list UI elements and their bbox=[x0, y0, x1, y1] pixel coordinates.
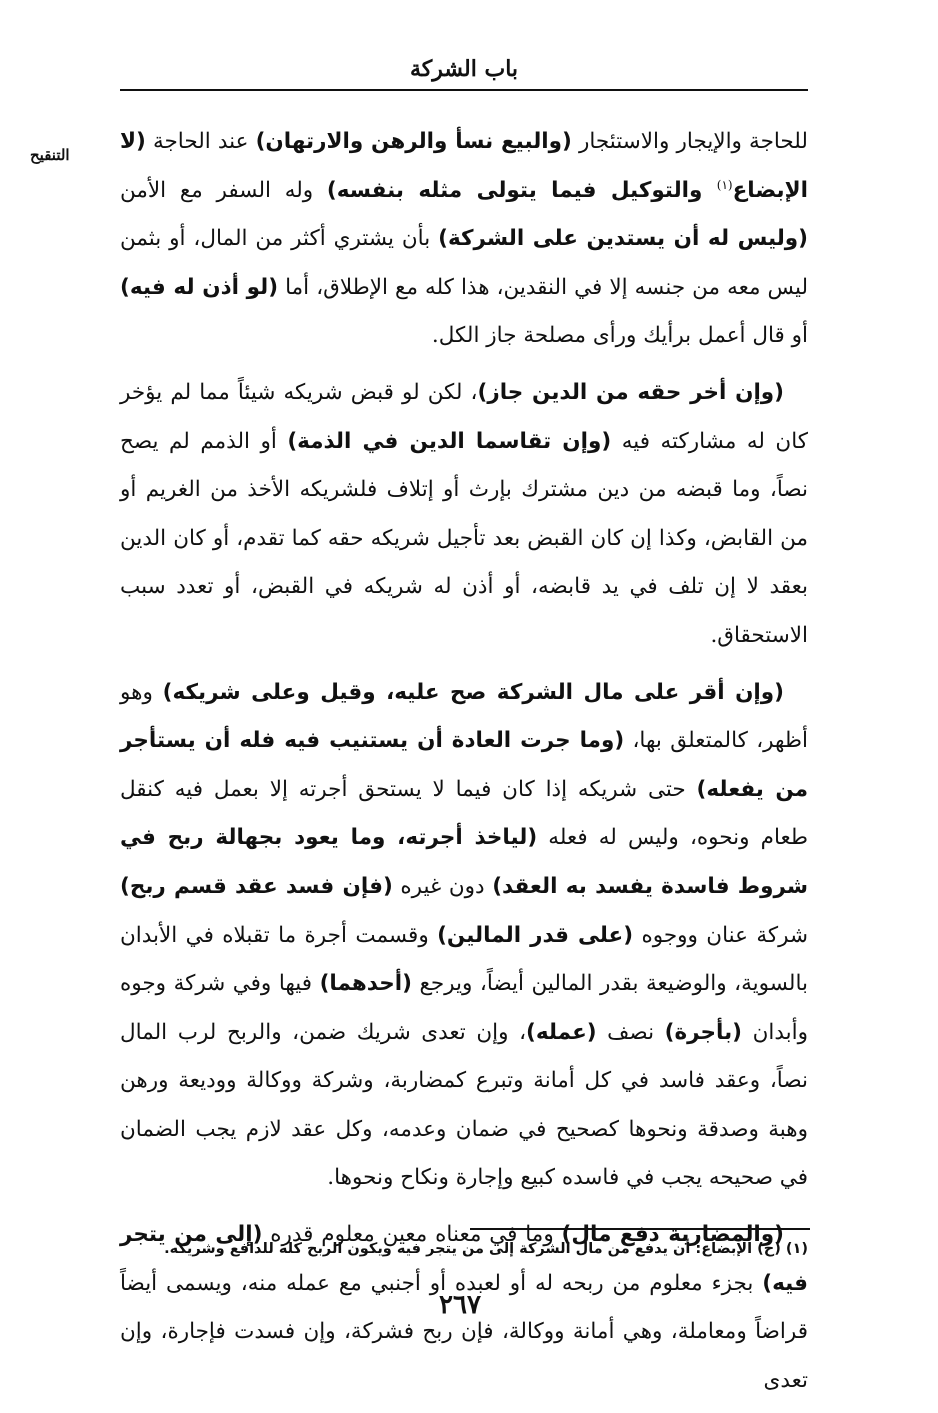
matn-text: (لياخذ أجرته، وما يعود بجهالة ربح في شروط فاسدة يفسد به العقد) bbox=[120, 825, 809, 899]
commentary-text: ، لكن لو قبض شريكه شيئاً مما لم يؤخر كان له مشاركته فيه bbox=[120, 379, 808, 454]
commentary-text: دون غيره bbox=[392, 873, 493, 899]
footnote-marker: (١) bbox=[716, 177, 733, 192]
commentary-text: أو قال أعمل برأيك ورأى مصلحة جاز الكل. bbox=[431, 323, 808, 349]
matn-text: (لا الإبضاع bbox=[120, 129, 808, 203]
footnote-rule bbox=[470, 1228, 810, 1230]
matn-text: (لو أذن له فيه) bbox=[120, 274, 279, 300]
footnote: (١) (ح) الإبضاع: أن يدفع من مال الشركة إلى من يتجر فيه ويكون الربح كله للدافع وشريكه. bbox=[164, 1241, 808, 1257]
matn-text: (عمله) bbox=[526, 1019, 597, 1045]
commentary-text: أو الذمم لم يصح نصاً، وما قبضه من دين مشترك بإرث أو إتلاف فلشريكه الأخذ من الغريم أو من القابض، وكذا إن كان القبض بعد تأجيل شريكه حقه كما تقدم، أو كان الدين بعقد لا إن تلف في يد قابضه، أو أذن له شريكه في القبض، أو تعدد سبب الاستحقاق. bbox=[120, 428, 808, 648]
matn-text: (وإن أخر حقه من الدين جاز) bbox=[477, 379, 784, 405]
matn-text: (والبيع نسأ والرهن والارتهان) bbox=[255, 129, 572, 154]
paragraph-1 bbox=[120, 118, 808, 361]
matn-text: (وإن أقر على مال الشركة صح عليه، وقيل وعلى شريكه) bbox=[162, 679, 784, 705]
commentary-text: وما في معناه معين معلوم قدره bbox=[262, 1222, 562, 1248]
paragraph-3 bbox=[120, 669, 808, 1204]
commentary-text: وله السفر مع الأمن bbox=[120, 177, 327, 203]
header-rule bbox=[120, 89, 808, 91]
commentary-text: عند الحاجة bbox=[145, 129, 256, 154]
commentary-text: وقسمت أجرة ما تقبلاه في الأبدان بالسوية، والوضيعة بقدر المالين أيضاً، ويرجع bbox=[120, 922, 809, 997]
commentary-text: شركة عنان ووجوه bbox=[633, 922, 808, 948]
matn-text: (إلى من يتجر فيه) bbox=[120, 1222, 808, 1296]
commentary-text: حتى شريكه إذا كان فيما لا يستحق أجرته إلا بعمل فيه كنقل طعام ونحوه، وليس له فعله bbox=[120, 776, 808, 851]
matn-text: والتوكيل فيما يتولى مثله بنفسه) bbox=[326, 177, 717, 203]
margin-note: التنقيح bbox=[30, 146, 70, 164]
matn-text: (على قدر المالين) bbox=[437, 922, 634, 948]
commentary-text: بجزء معلوم من ربحه له أو لعبده أو أجنبي مع عمله منه، ويسمى أيضاً قراضاً ومعاملة، وهي أمانة ووكالة، فإن ربح فشركة، وإن فسدت فإجارة، وإن تعدى bbox=[120, 1270, 808, 1393]
commentary-text: ، وإن تعدى شريك ضمن، والربح لرب المال نصاً، وعقد فاسد في كل أمانة وتبرع كمضاربة، وشركة ووكالة ووديعة ورهن وهبة وصدقة ونحوها كصحيح في ضمان وعدمه، وكل عقد لازم يجب الضمان في صحيحه يجب في فاسده كبيع وإجارة ونكاح ونحوها. bbox=[120, 1019, 808, 1191]
paragraph-2 bbox=[120, 369, 808, 661]
main-text bbox=[120, 118, 808, 1413]
matn-text: (وما جرت العادة أن يستنيب فيه فله أن يستأجر من يفعله) bbox=[120, 728, 809, 802]
running-header: باب الشركة bbox=[409, 56, 519, 82]
commentary-text: نصف bbox=[596, 1019, 665, 1045]
commentary-text: وهو أظهر، كالمتعلق بها، bbox=[120, 679, 809, 754]
matn-text: (وإن تقاسما الدين في الذمة) bbox=[287, 428, 612, 454]
matn-text: (فإن فسد عقد قسم ربح) bbox=[120, 873, 393, 899]
commentary-text: فيها وفي شركة وجوه وأبدان bbox=[120, 971, 808, 1045]
matn-text: (وليس له أن يستدين على الشركة) bbox=[438, 226, 808, 252]
matn-text: (والمضاربة دفع مال) bbox=[561, 1222, 784, 1248]
matn-text: (أحدهما) bbox=[319, 971, 412, 997]
commentary-text: للحاجة والإيجار والاستئجار bbox=[571, 129, 808, 154]
matn-text: (بأجرة) bbox=[664, 1019, 743, 1045]
page-number: ٢٦٧ bbox=[439, 1290, 481, 1320]
commentary-text: بأن يشتري أكثر من المال، أو بثمن ليس معه من جنسه إلا في النقدين، هذا كله مع الإطلاق، أما bbox=[120, 226, 808, 300]
